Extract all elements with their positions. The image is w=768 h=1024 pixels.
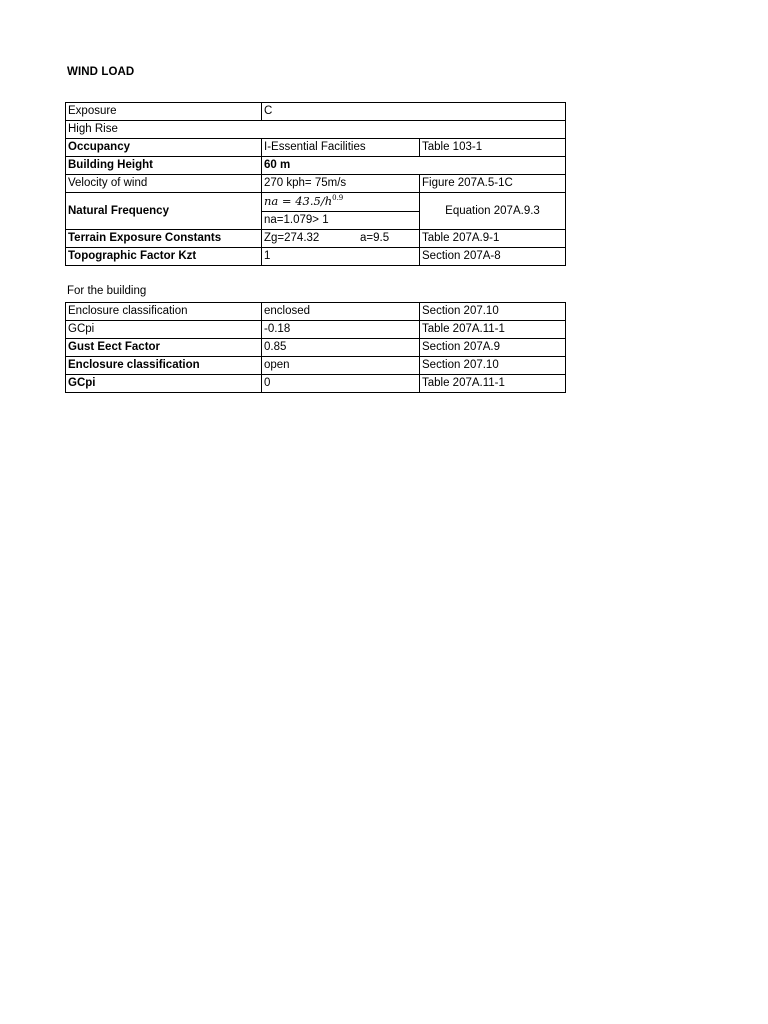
terrain-values	[262, 230, 420, 248]
row-reference: Section 207A.9	[420, 339, 566, 357]
table-row	[66, 339, 566, 357]
row-value: open	[262, 357, 420, 375]
row-reference: Section 207A-8	[420, 248, 566, 266]
row-value: I-Essential Facilities	[262, 139, 420, 157]
table-row	[66, 175, 566, 193]
row-label: Building Height	[66, 157, 262, 175]
formula-exponent: 0.9	[332, 194, 344, 202]
row-value: -0.18	[262, 321, 420, 339]
row-reference: Table 207A.11-1	[420, 375, 566, 393]
table-row	[66, 321, 566, 339]
table-row	[66, 157, 566, 175]
table-row	[66, 248, 566, 266]
alpha-value: a=9.5	[360, 232, 390, 244]
row-value: 270 kph= 75m/s	[262, 175, 420, 193]
wind-load-table	[65, 102, 566, 266]
table-row	[66, 121, 566, 139]
building-table	[65, 302, 566, 393]
row-label: Velocity of wind	[66, 175, 262, 193]
formula-text: na = 43.5/h	[264, 194, 333, 208]
row-label: Occupancy	[66, 139, 262, 157]
row-label: Enclosure classification	[66, 357, 262, 375]
row-value: na=1.079> 1	[262, 212, 420, 230]
row-value: 60 m	[262, 157, 566, 175]
table-row	[66, 230, 566, 248]
table-row	[66, 103, 566, 121]
row-value: 1	[262, 248, 420, 266]
row-label: Natural Frequency	[66, 193, 262, 230]
row-label: Terrain Exposure Constants	[66, 230, 262, 248]
row-label: High Rise	[66, 121, 566, 139]
page-title: WIND LOAD	[67, 66, 135, 78]
row-label: Enclosure classification	[66, 303, 262, 321]
natural-frequency-formula	[262, 193, 420, 212]
row-label: Exposure	[66, 103, 262, 121]
row-value: C	[262, 103, 566, 121]
row-value: 0.85	[262, 339, 420, 357]
row-label: GCpi	[66, 375, 262, 393]
table-row	[66, 357, 566, 375]
row-reference: Figure 207A.5-1C	[420, 175, 566, 193]
row-label: Gust Eect Factor	[66, 339, 262, 357]
table-row	[66, 375, 566, 393]
row-label: GCpi	[66, 321, 262, 339]
row-value: enclosed	[262, 303, 420, 321]
table-row	[66, 139, 566, 157]
zg-value: Zg=274.32	[264, 232, 320, 244]
table-row	[66, 303, 566, 321]
row-reference: Section 207.10	[420, 303, 566, 321]
row-reference: Table 207A.11-1	[420, 321, 566, 339]
section-label: For the building	[67, 285, 147, 297]
row-reference: Section 207.10	[420, 357, 566, 375]
row-reference: Table 103-1	[420, 139, 566, 157]
row-value: 0	[262, 375, 420, 393]
row-reference: Table 207A.9-1	[420, 230, 566, 248]
row-reference: Equation 207A.9.3	[420, 193, 566, 230]
row-label: Topographic Factor Kzt	[66, 248, 262, 266]
table-row	[66, 193, 566, 212]
